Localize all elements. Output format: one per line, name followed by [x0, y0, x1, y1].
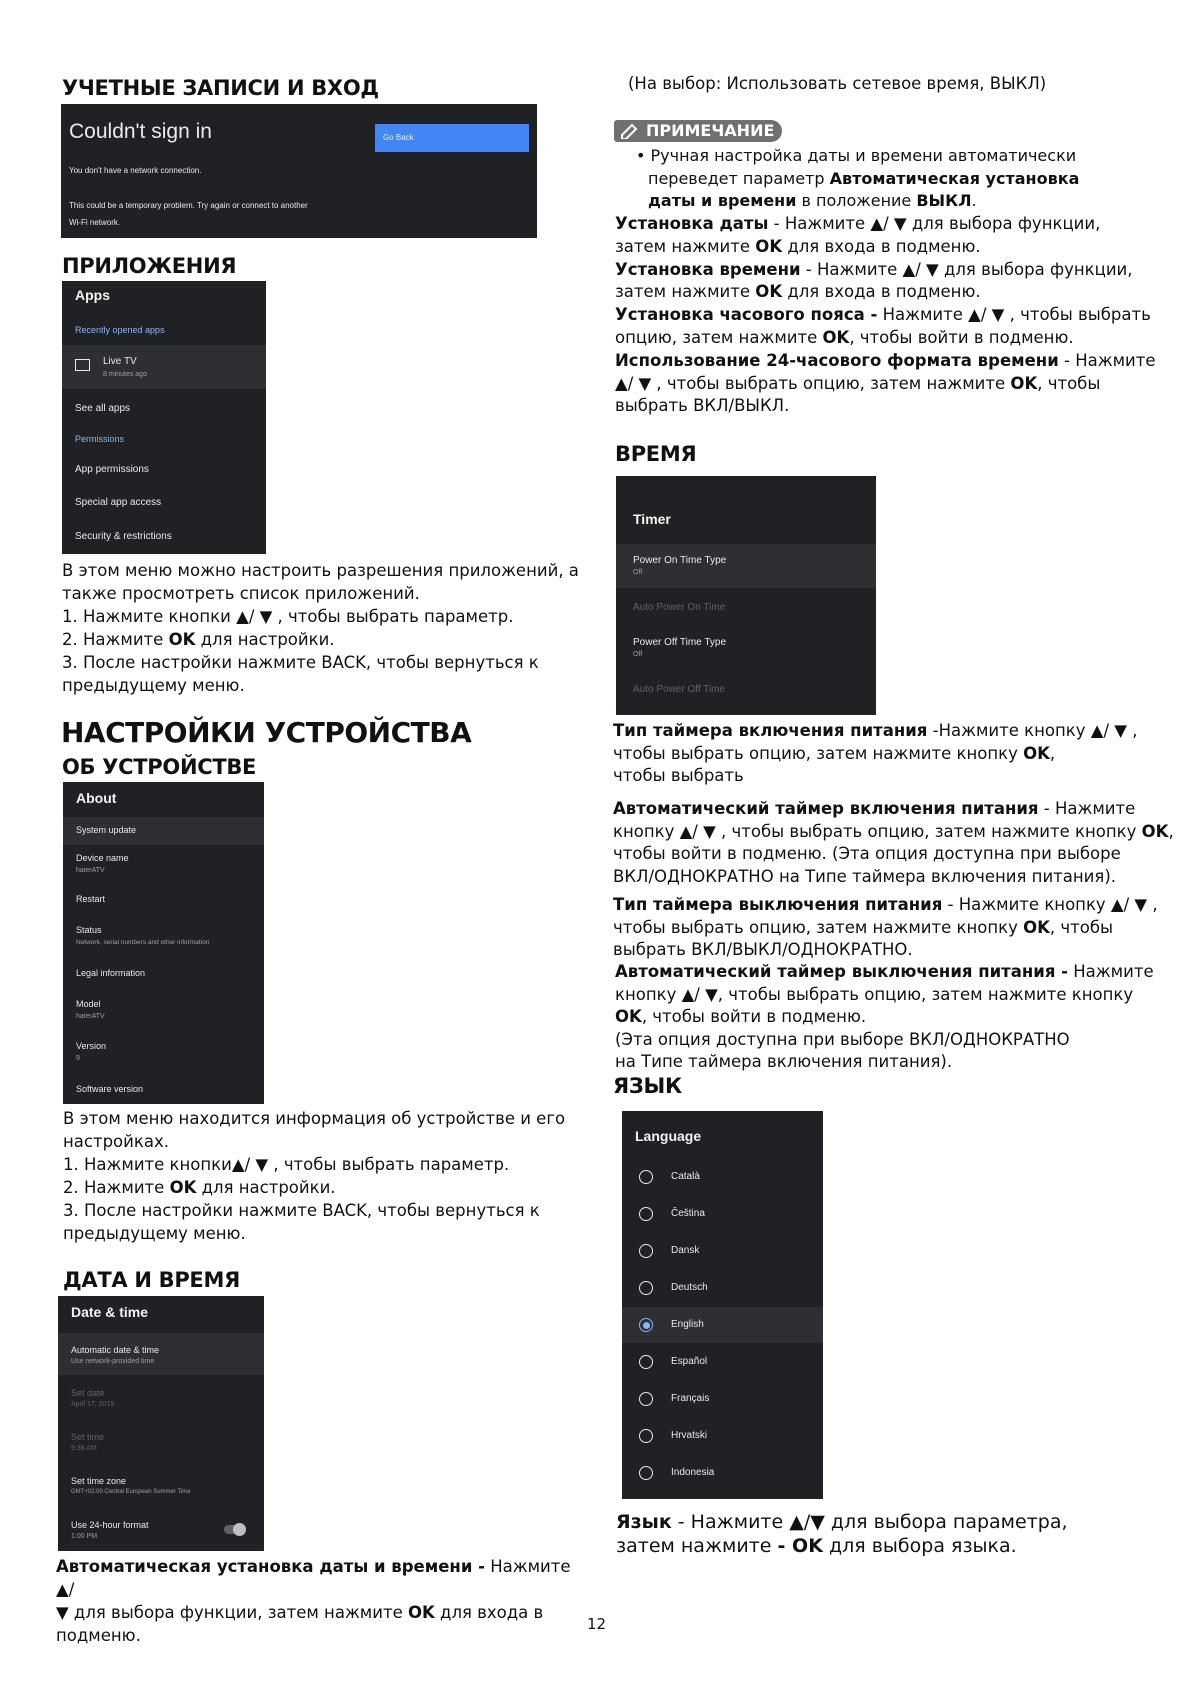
set-date-text-2: затем нажмите OK для входа в подменю.	[615, 236, 981, 256]
legal-label: Legal information	[76, 968, 146, 978]
legal-item[interactable]	[63, 960, 264, 990]
power-on-type-value: Off	[633, 569, 643, 576]
timer-p2-line2: кнопку ▲/ ▼ , чтобы выбрать опцию, затем нажмите кнопку OK,	[613, 821, 1174, 841]
live-tv-label: Live TV	[103, 356, 137, 367]
apps-text-line: также просмотреть список приложений.	[62, 584, 420, 603]
power-off-type-value: Off	[633, 651, 643, 658]
datetime-settings-text	[615, 213, 1175, 418]
recently-opened-section: Recently opened apps	[75, 325, 165, 335]
lang-text-line1: Язык - Нажмите ▲/▼ для выбора параметра,	[616, 1511, 1068, 1533]
device-name-label: Device name	[76, 853, 129, 863]
timer-text-1	[613, 720, 1178, 788]
timer-p3-line3: выбрать ВКЛ/ВЫКЛ/ОДНОКРАТНО.	[613, 940, 913, 959]
about-text-step1: 1. Нажмите кнопки▲/ ▼ , чтобы выбрать параметр.	[63, 1155, 510, 1174]
device-name-value: haierATV	[76, 867, 105, 874]
note-line: переведет параметр Автоматическая установка	[648, 168, 1080, 188]
system-update-label: System update	[76, 825, 137, 835]
timezone-text: Установка часового пояса - Нажмите ▲/ ▼ , чтобы выбрать	[615, 305, 1151, 325]
software-version-label: Software version	[76, 1084, 144, 1094]
set-timezone-value: GMT+02:00 Central European Summer Time	[71, 1489, 191, 1495]
set-time-label: Set time	[71, 1432, 105, 1442]
language-screen	[622, 1111, 823, 1499]
about-title: About	[76, 790, 117, 806]
radio-icon[interactable]	[639, 1281, 653, 1295]
timer-text-2	[613, 798, 1183, 888]
timer-title: Timer	[633, 511, 671, 527]
auto-datetime-description	[56, 1555, 576, 1647]
lang-text-line2: затем нажмите - OK для выбора языка.	[616, 1535, 1017, 1557]
language-option-label: English	[671, 1319, 704, 1330]
security-label: Security & restrictions	[75, 531, 172, 542]
radio-icon[interactable]	[639, 1355, 653, 1369]
tv-icon	[75, 359, 90, 371]
app-permissions-label: App permissions	[75, 464, 149, 475]
auto-datetime-label: Automatic date & time	[71, 1345, 160, 1355]
software-version-item[interactable]	[63, 1076, 264, 1104]
version-item[interactable]	[63, 1034, 264, 1074]
signin-message-2a: This could be a temporary problem. Try again or connect to another	[69, 201, 308, 210]
about-heading: ОБ УСТРОЙСТВЕ	[62, 755, 257, 779]
timer-p4-line1: Автоматический таймер выключения питания - Нажмите	[615, 962, 1154, 981]
datetime-title: Date & time	[71, 1304, 149, 1320]
language-option[interactable]	[622, 1159, 823, 1195]
about-description	[63, 1107, 583, 1245]
live-tv-item[interactable]	[62, 345, 266, 389]
language-option-label: Hrvatski	[671, 1430, 708, 1441]
note-line: даты и времени в положение ВЫКЛ.	[648, 191, 977, 210]
timer-text-4	[615, 961, 1180, 1074]
accounts-heading: УЧЕТНЫЕ ЗАПИСИ И ВХОД	[62, 76, 379, 100]
datetime-heading: ДАТА И ВРЕМЯ	[63, 1268, 240, 1292]
timer-text-3	[613, 894, 1178, 962]
permissions-section: Permissions	[75, 434, 125, 444]
apps-screen	[62, 281, 266, 554]
see-all-apps-label: See all apps	[75, 403, 131, 414]
radio-icon[interactable]	[639, 1466, 653, 1480]
set-date-text: Установка даты - Нажмите ▲/ ▼ для выбора функции,	[615, 214, 1101, 233]
power-on-type-label: Power On Time Type	[633, 555, 727, 566]
signin-message: You don't have a network connection.	[69, 166, 202, 175]
system-update-item[interactable]	[63, 817, 264, 845]
time-heading: ВРЕМЯ	[615, 442, 697, 466]
timer-p3-line1: Тип таймера выключения питания - Нажмите кнопку ▲/ ▼ ,	[613, 895, 1158, 914]
model-label: Model	[76, 999, 101, 1009]
radio-icon[interactable]	[639, 1170, 653, 1184]
restart-label: Restart	[76, 894, 106, 904]
about-text-line: В этом меню находится информация об устройстве и его	[63, 1109, 566, 1128]
timer-p2-line3: чтобы войти в подменю. (Эта опция доступна при выборе	[613, 844, 1121, 863]
language-option[interactable]	[622, 1455, 823, 1491]
language-option[interactable]	[622, 1418, 823, 1454]
radio-icon[interactable]	[639, 1429, 653, 1443]
restart-item[interactable]	[63, 886, 264, 916]
page-number: 12	[587, 1615, 607, 1633]
set-timezone-label: Set time zone	[71, 1476, 127, 1486]
language-heading: ЯЗЫК	[613, 1074, 682, 1098]
language-option-label: Čeština	[671, 1208, 705, 1219]
radio-icon[interactable]	[639, 1207, 653, 1221]
language-option-label: Català	[671, 1171, 700, 1182]
radio-icon[interactable]	[639, 1318, 653, 1332]
timer-p1-line2: чтобы выбрать опцию, затем нажмите кнопку OK,	[613, 743, 1056, 763]
timer-p4-line4: (Эта опция доступна при выборе ВКЛ/ОДНОКРАТНО	[615, 1029, 1070, 1049]
status-item[interactable]	[63, 918, 264, 958]
auto-power-on-item[interactable]	[616, 590, 876, 626]
about-text-line: настройках.	[63, 1132, 169, 1151]
timer-p4-line3: OK, чтобы войти в подменю.	[615, 1007, 867, 1026]
language-option-label: Indonesia	[671, 1467, 715, 1478]
timer-p1-line3: чтобы выбрать	[613, 766, 744, 785]
auto-text-line1: Автоматическая установка даты и времени - Нажмите ▲/	[56, 1557, 571, 1599]
24h-text: Использование 24-часового формата времени - Нажмите	[615, 350, 1156, 370]
language-option[interactable]	[622, 1270, 823, 1306]
signin-screen	[61, 104, 537, 238]
power-off-type-label: Power Off Time Type	[633, 637, 727, 648]
special-access-label: Special app access	[75, 497, 162, 508]
language-option-label: Español	[671, 1356, 708, 1367]
signin-title: Couldn't sign in	[69, 120, 212, 143]
auto-power-off-label: Auto Power Off Time	[633, 684, 726, 695]
set-time-item[interactable]	[58, 1420, 264, 1462]
signin-message-2b: Wi-Fi network.	[69, 218, 121, 227]
language-option[interactable]	[622, 1233, 823, 1269]
language-option-label: Dansk	[671, 1245, 700, 1256]
about-screen	[63, 782, 264, 1104]
radio-icon[interactable]	[639, 1244, 653, 1258]
auto-power-on-label: Auto Power On Time	[633, 602, 726, 613]
status-label: Status	[76, 925, 102, 935]
24-hour-value: 1:00 PM	[71, 1533, 98, 1540]
set-timezone-item[interactable]	[58, 1464, 264, 1506]
language-title: Language	[635, 1128, 702, 1144]
timezone-text-2: опцию, затем нажмите OK, чтобы войти в подменю.	[615, 327, 1074, 347]
status-value: Network, serial numbers and other information	[76, 939, 210, 946]
set-date-item[interactable]	[58, 1376, 264, 1418]
timer-screen	[616, 476, 876, 715]
options-line: (На выбор: Использовать сетевое время, ВЫКЛ)	[628, 74, 1047, 93]
set-time-value: 9:38 AM	[71, 1445, 97, 1452]
apps-heading: ПРИЛОЖЕНИЯ	[62, 254, 237, 278]
auto-text-line3: подменю.	[56, 1626, 141, 1645]
timer-p2-line4: ВКЛ/ОДНОКРАТНО на Типе таймера включения питания).	[613, 866, 1117, 886]
auto-text-line2: ▼ для выбора функции, затем нажмите OK для входа в	[56, 1603, 544, 1622]
apps-description	[62, 559, 582, 697]
datetime-screen	[58, 1296, 264, 1551]
note-pencil-icon	[620, 123, 640, 139]
24-hour-item[interactable]	[58, 1508, 264, 1550]
set-date-value: April 17, 2019	[71, 1401, 115, 1408]
language-option[interactable]	[622, 1344, 823, 1380]
language-option[interactable]	[622, 1381, 823, 1417]
language-option-label: Français	[671, 1393, 710, 1404]
note-badge	[614, 120, 782, 142]
see-all-apps-item[interactable]	[62, 389, 266, 425]
note-label: ПРИМЕЧАНИЕ	[646, 121, 775, 140]
apps-title: Apps	[75, 287, 110, 303]
language-option[interactable]	[622, 1196, 823, 1232]
security-item[interactable]	[62, 520, 266, 552]
apps-text-step2: 2. Нажмите OK для настройки.	[62, 630, 335, 649]
go-back-button[interactable]: Go Back	[375, 124, 529, 152]
power-off-type-item[interactable]	[616, 626, 876, 670]
version-label: Version	[76, 1041, 107, 1051]
note-line: • Ручная настройка даты и времени автоматически	[636, 146, 1077, 165]
apps-text-step1: 1. Нажмите кнопки ▲/ ▼ , чтобы выбрать параметр.	[62, 607, 514, 626]
timer-p4-line2: кнопку ▲/ ▼, чтобы выбрать опцию, затем нажмите кнопку	[615, 984, 1134, 1004]
device-settings-heading: НАСТРОЙКИ УСТРОЙСТВА	[61, 716, 472, 749]
about-text-line: предыдущему меню.	[63, 1224, 246, 1243]
apps-text-line: предыдущему меню.	[62, 676, 245, 695]
about-text-step3: 3. После настройки нажмите BACK, чтобы вернуться к	[63, 1201, 540, 1220]
model-value: haierATV	[76, 1013, 105, 1020]
24-hour-label: Use 24-hour format	[71, 1520, 149, 1530]
about-text-step2: 2. Нажмите OK для настройки.	[63, 1178, 336, 1197]
apps-text-step3: 3. После настройки нажмите BACK, чтобы вернуться к	[62, 653, 539, 672]
timer-p1-line1: Тип таймера включения питания -Нажмите кнопку ▲/ ▼ ,	[613, 721, 1138, 740]
timer-p4-line5: на Типе таймера включения питания).	[615, 1052, 953, 1071]
special-access-item[interactable]	[62, 486, 266, 518]
radio-icon[interactable]	[639, 1392, 653, 1406]
set-time-text: Установка времени - Нажмите ▲/ ▼ для выбора функции,	[615, 259, 1133, 279]
language-option-label: Deutsch	[671, 1282, 708, 1293]
24h-text-3: выбрать ВКЛ/ВЫКЛ.	[615, 396, 790, 416]
24h-text-2: ▲/ ▼ , чтобы выбрать опцию, затем нажмите OK, чтобы	[615, 373, 1101, 393]
24-hour-toggle[interactable]	[224, 1525, 244, 1534]
live-tv-sub: 8 minutes ago	[103, 371, 147, 378]
toggle-knob	[233, 1523, 246, 1536]
set-date-label: Set date	[71, 1388, 105, 1398]
device-name-item[interactable]	[63, 846, 264, 886]
note-text	[636, 145, 1136, 213]
auto-power-off-item[interactable]	[616, 672, 876, 708]
power-on-type-item[interactable]	[616, 544, 876, 588]
set-time-text-2: затем нажмите OK для входа в подменю.	[615, 282, 981, 302]
timer-p2-line1: Автоматический таймер включения питания - Нажмите	[613, 799, 1136, 818]
language-description	[616, 1510, 1068, 1558]
language-option[interactable]	[622, 1307, 823, 1343]
apps-text-line: В этом меню можно настроить разрешения приложений, а	[62, 561, 579, 580]
auto-datetime-value: Use network-provided time	[71, 1358, 155, 1365]
model-item[interactable]	[63, 992, 264, 1032]
version-value: 9	[76, 1055, 80, 1062]
app-permissions-item[interactable]	[62, 453, 266, 485]
timer-p3-line2: чтобы выбрать опцию, затем нажмите кнопку OK, чтобы	[613, 917, 1114, 937]
auto-datetime-item[interactable]	[58, 1333, 264, 1375]
